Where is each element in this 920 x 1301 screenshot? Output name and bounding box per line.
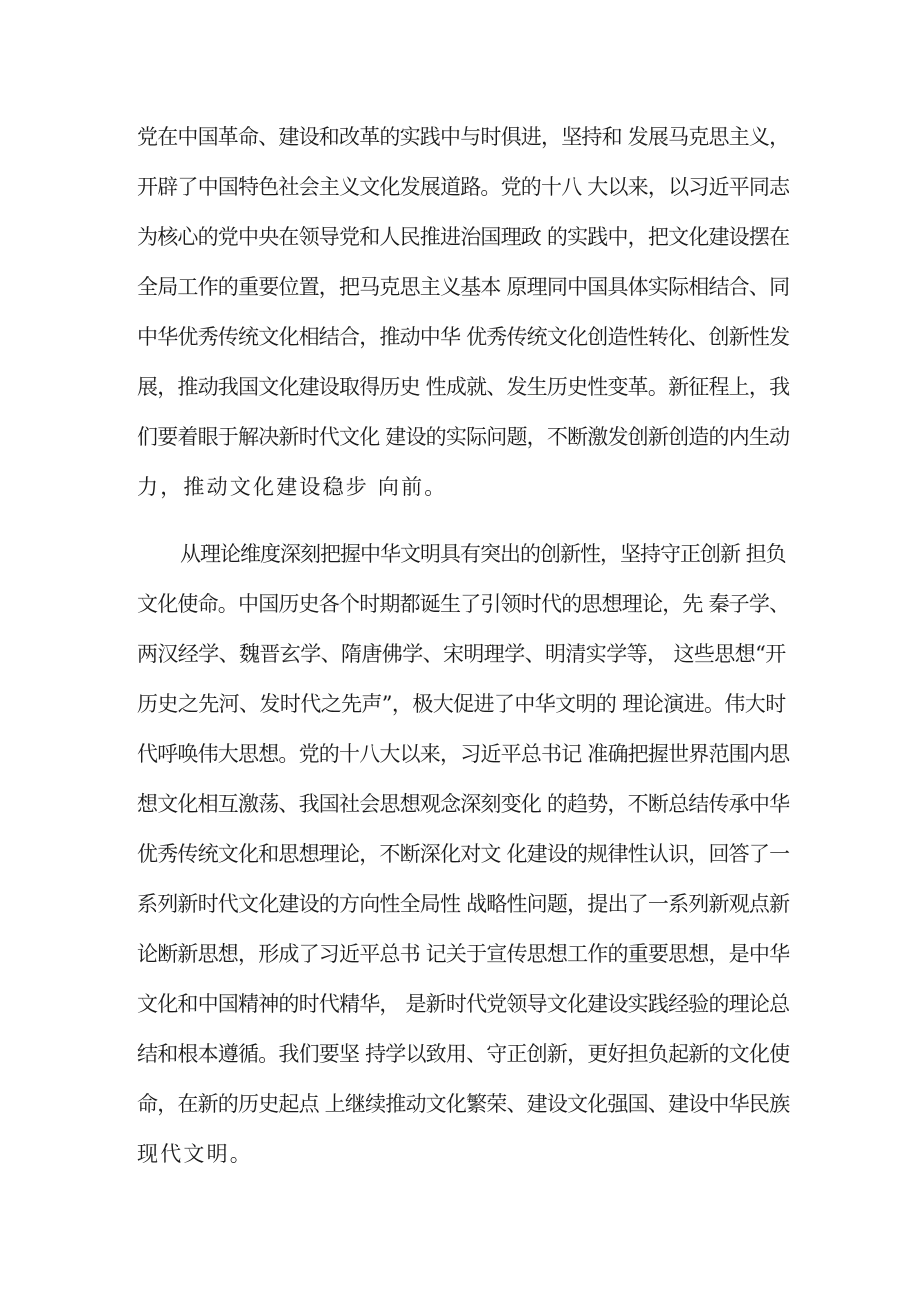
paragraph-1-line-2: 开辟了中国特色社会主义文化发展道路。党的十八 大以来，以习近平同志	[137, 175, 790, 199]
paragraph-1-line-8: 力，推动文化建设稳步 向前。	[137, 475, 448, 499]
paragraph-1-line-5: 中华优秀传统文化相结合，推动中华 优秀传统文化创造性转化、创新性发	[137, 325, 790, 349]
paragraph-2-line-5: 代呼唤伟大思想。党的十八大以来，习近平总书记 准确把握世界范围内思	[137, 742, 790, 766]
paragraph-1-line-4: 全局工作的重要位置，把马克思主义基本 原理同中国具体实际相结合、同	[137, 275, 790, 299]
paragraph-2-line-9: 论断新思想，形成了习近平总书 记关于宣传思想工作的重要思想，是中华	[137, 942, 790, 966]
paragraph-1-line-7: 们要着眼于解决新时代文化 建设的实际问题，不断激发创新创造的内生动	[137, 425, 790, 449]
paragraph-2-line-7: 优秀传统文化和思想理论，不断深化对文 化建设的规律性认识，回答了一	[137, 842, 790, 866]
paragraph-2-line-3: 两汉经学、魏晋玄学、隋唐佛学、宋明理学、明清实学等， 这些思想“开	[137, 642, 786, 666]
paragraph-2-line-2: 文化使命。中国历史各个时期都诞生了引领时代的思想理论，先 秦子学、	[137, 592, 790, 616]
paragraph-2-line-6: 想文化相互激荡、我国社会思想观念深刻变化 的趋势，不断总结传承中华	[137, 792, 790, 816]
paragraph-2-line-11: 结和根本遵循。我们要坚 持学以致用、守正创新，更好担负起新的文化使	[137, 1042, 790, 1066]
paragraph-2-line-10: 文化和中国精神的时代精华， 是新时代党领导文化建设实践经验的理论总	[137, 992, 790, 1016]
paragraph-2-line-1: 从理论维度深刻把握中华文明具有突出的创新性，坚持守正创新 担负	[180, 542, 786, 566]
paragraph-1-line-6: 展，推动我国文化建设取得历史 性成就、发生历史性变革。新征程上，我	[137, 375, 790, 399]
paragraph-2-line-8: 系列新时代文化建设的方向性全局性 战略性问题，提出了一系列新观点新	[137, 892, 790, 916]
paragraph-2-line-12: 命，在新的历史起点 上继续推动文化繁荣、建设文化强国、建设中华民族	[137, 1092, 790, 1116]
paragraph-2-line-4: 历史之先河、发时代之先声”，极大促进了中华文明的 理论演进。伟大时	[137, 692, 786, 716]
paragraph-1-line-3: 为核心的党中央在领导党和人民推进治国理政 的实践中，把文化建设摆在	[137, 225, 790, 249]
paragraph-1-line-1: 党在中国革命、建设和改革的实践中与时俱进，坚持和 发展马克思主义，	[137, 125, 790, 149]
paragraph-2-line-13: 现代文明。	[137, 1142, 253, 1166]
